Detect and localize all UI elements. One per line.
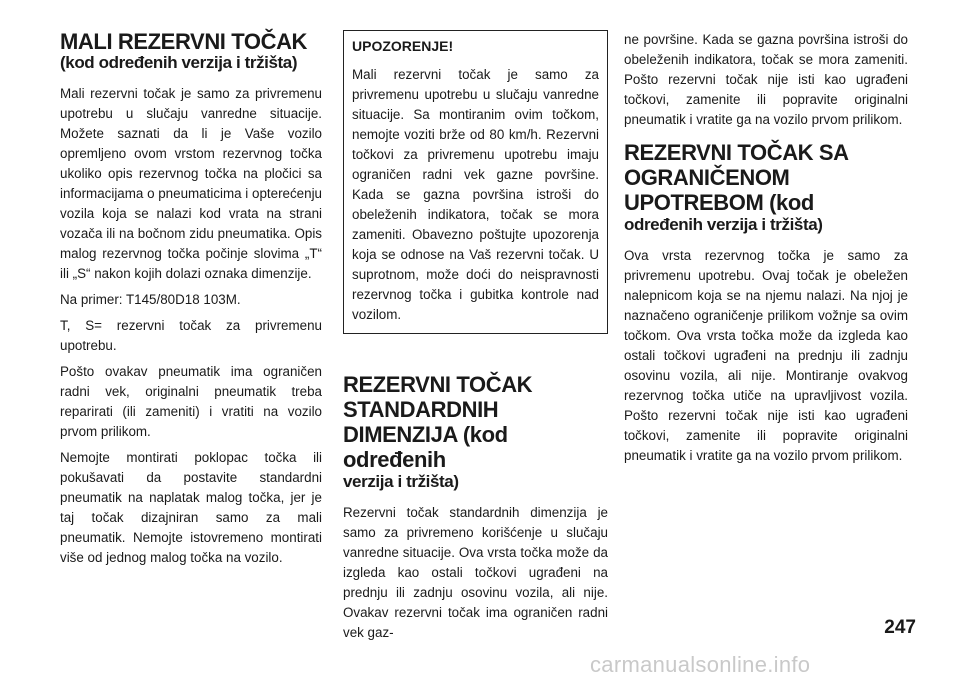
paragraph: Ova vrsta rezervnog točka je samo za privremenu upotrebu. Ovaj točak je obeležen nalepnicom koja se na njemu nalazi. Na njoj je naznačeno ograničenje prilikom vožnje sa ovim točkom. Ova vrsta točka može da izgleda kao ostali točkovi ugrađeni na prednju ili zadnju osovinu vozila, ali nije. Montiranje ovakvog rezervnog točka utiče na upravljivost vozila. Pošto rezervni točak nije isti kao ugrađeni točkovi, zamenite ili popravite originalni pneumatik i vratite ga na vozilo prvom prilikom. bbox=[624, 248, 908, 463]
section-title-standardni: REZERVNI TOČAK STANDARDNIH DIMENZIJA (kod određenih bbox=[343, 372, 533, 472]
paragraph: Mali rezervni točak je samo za privremenu upotrebu u slučaju vanredne situacije. Možete saznati da li je Vaše vozilo opremljeno ovom vrstom rezervnog točka ukoliko opis rezervnog točka na pločici sa informacijama o pneumaticima i opterećenju vozila koja se nalazi kod vrata na strani vozača ili na bočnom zidu pneumatika. Opis malog rezervnog točka počinje slovima „T“ ili „S“ nakon kojih dolazi oznaka dimenzije. bbox=[60, 86, 322, 281]
warning-box bbox=[343, 30, 608, 334]
paragraph: T, S= rezervni točak za privremenu upotrebu. bbox=[60, 318, 322, 353]
column-middle bbox=[343, 30, 608, 649]
section-title-mali-rezervni: MALI REZERVNI TOČAK bbox=[60, 29, 308, 54]
section-subtitle-standardni: verzija i tržišta) bbox=[343, 472, 459, 491]
section-ogranicena bbox=[624, 140, 908, 466]
section-title-ogranicena: REZERVNI TOČAK SA OGRANIČENOM UPOTREBOM (kod bbox=[624, 140, 848, 215]
paragraph: Pošto ovakav pneumatik ima ograničen radni vek, originalni pneumatik treba reparirati (ili zameniti) i vratiti na vozilo prvom prilikom. bbox=[60, 364, 322, 439]
section-subtitle-ogranicena: određenih verzija i tržišta) bbox=[624, 215, 823, 234]
warning-text: Mali rezervni točak je samo za privremenu upotrebu u slučaju vanredne situacije. Sa montiranim ovim točkom, nemojte voziti brže od 80 km/h. Rezervni točkovi za privremenu upotrebu imaju ograničen radni vek gazne površine. Kada se gazna površina istroši do obeleženih indikatora, točak se mora zameniti. Obavezno poštujte upozorenja koja se odnose na Vaš rezervni točak. U suprotnom, može doći do neispravnosti rezervnog točka i gubitka kontrole nad vozilom. bbox=[352, 67, 599, 322]
section-subtitle-mali-rezervni: (kod određenih verzija i tržišta) bbox=[60, 53, 298, 72]
section-standardni bbox=[343, 372, 608, 643]
paragraph: Rezervni točak standardnih dimenzija je samo za privremeno korišćenje u slučaju vanredne situacije. Ova vrsta točka može da izgleda kao ostali točkovi ugrađeni na prednju ili zadnju osovinu vozila, ali nije. Ovakav rezervni točak ima ograničen radni vek gaz- bbox=[343, 505, 608, 640]
warning-title: UPOZORENJE! bbox=[352, 38, 454, 54]
column-right bbox=[624, 30, 908, 472]
paragraph: Nemojte montirati poklopac točka ili pokušavati da postavite standardni pneumatik na naplatak malog točka, jer je taj točak dizajniran samo za mali pneumatik. Nemojte istovremeno montirati više od jednog malog točka na vozilo. bbox=[60, 450, 322, 565]
paragraph-example: Na primer: T145/80D18 103M. bbox=[60, 292, 241, 307]
paragraph-continued: ne površine. Kada se gazna površina istroši do obeleženih indikatora, točak se mora zameniti. Pošto rezervni točak nije isti kao ugrađeni točkovi, zamenite ili popravite originalni pneumatik i vratite ga na vozilo prvom prilikom. bbox=[624, 32, 908, 127]
watermark: carmanualsonline.info bbox=[590, 652, 811, 677]
column-left bbox=[60, 30, 322, 574]
page-number: 247 bbox=[884, 617, 916, 638]
